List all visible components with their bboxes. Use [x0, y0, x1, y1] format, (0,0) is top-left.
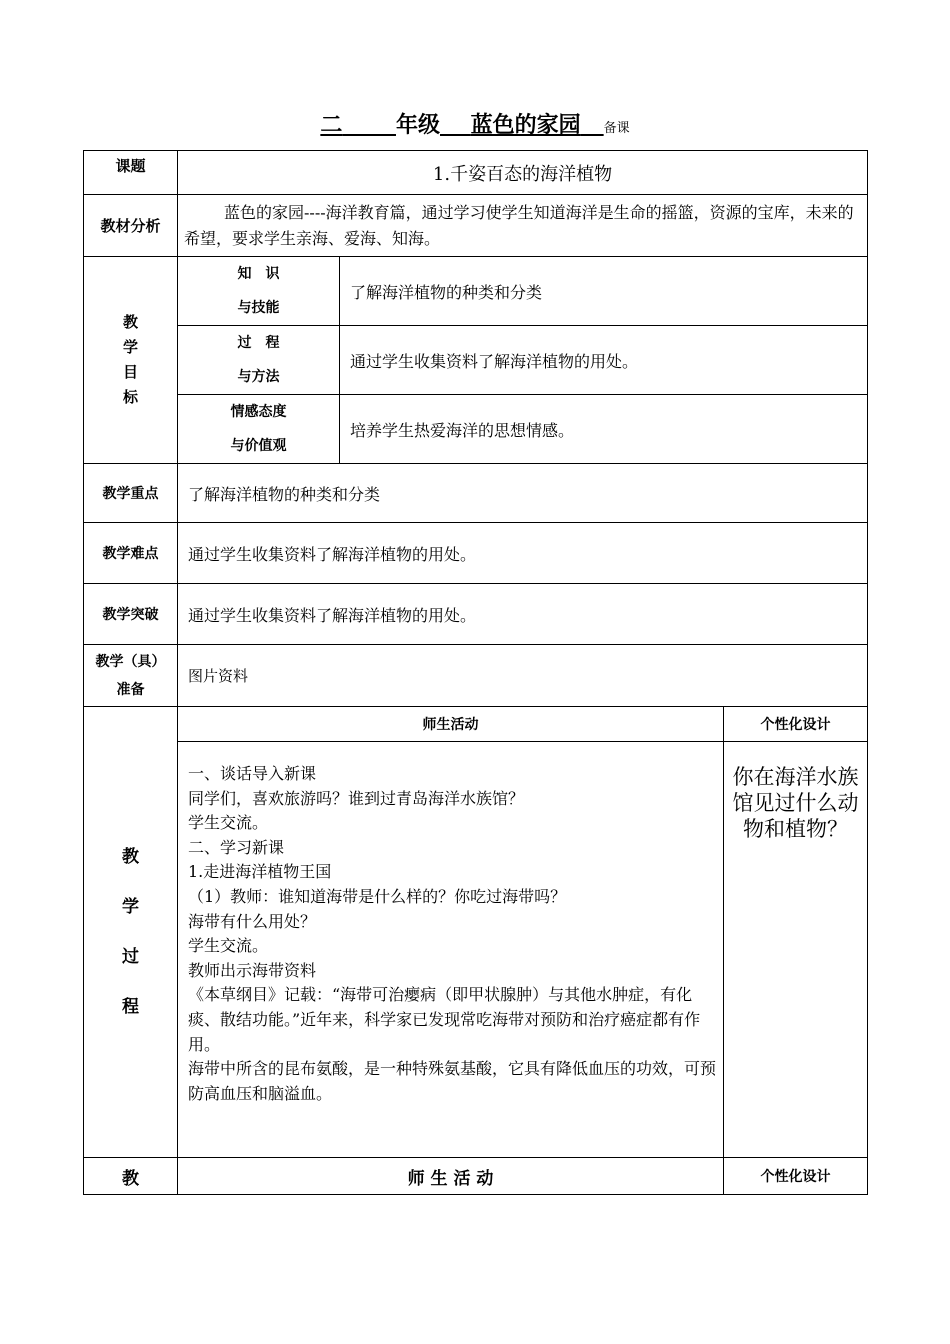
key-point-row — [84, 464, 868, 523]
activity-column-header: 师生活动 — [178, 707, 724, 742]
goal-label-top: 知 识 — [237, 266, 280, 282]
process-label-char: 过 — [122, 947, 139, 967]
unit-name: 蓝色的家园 — [470, 113, 581, 138]
analysis-row — [84, 195, 868, 257]
activity-line: 教师出示海带资料 — [188, 960, 317, 980]
goal-value-emotion: 培养学生热爱海洋的思想情感。 — [340, 395, 868, 464]
activity-line: 学生交流。 — [188, 813, 269, 833]
process-label-char: 教 — [122, 847, 139, 867]
process-header-row — [84, 707, 868, 742]
difficulty-label: 教学难点 — [84, 523, 178, 584]
key-point-value: 了解海洋植物的种类和分类 — [178, 464, 868, 523]
activity-line: 1.走进海洋植物王国 — [188, 862, 332, 882]
footer-label: 教 — [84, 1158, 178, 1195]
goal-row-process — [84, 326, 868, 395]
goals-label-char: 标 — [122, 388, 138, 406]
activity-line: 海带有什么用处？ — [188, 911, 317, 931]
activity-line: 学生交流。 — [188, 936, 269, 956]
grade: 二 — [320, 113, 343, 138]
goals-label-char: 学 — [122, 338, 138, 356]
footer-design-header: 个性化设计 — [724, 1158, 868, 1195]
goal-label-knowledge — [178, 257, 340, 326]
prep-label-bottom: 准备 — [116, 681, 145, 698]
unit-blank-right — [581, 113, 604, 138]
footer-row — [84, 1158, 868, 1195]
lesson-plan-table — [83, 150, 868, 1195]
goal-label-emotion — [178, 395, 340, 464]
prep-label-top: 教学（具） — [95, 653, 166, 670]
activity-line: （1）教师：谁知道海带是什么样的？你吃过海带吗？ — [188, 886, 567, 906]
activity-line: 一、谈话导入新课 — [188, 764, 317, 783]
analysis-label: 教材分析 — [84, 195, 178, 257]
suffix: 备课 — [603, 121, 630, 136]
grade-blank — [342, 113, 396, 138]
grade-label: 年级 — [395, 113, 440, 138]
design-column-header: 个性化设计 — [724, 707, 868, 742]
process-body-row — [84, 742, 868, 1158]
topic-value: 1.千姿百态的海洋植物 — [178, 151, 868, 195]
design-note: 你在海洋水族馆见过什么动物和植物？ — [724, 742, 868, 1158]
key-point-label: 教学重点 — [84, 464, 178, 523]
page-title — [0, 108, 950, 139]
prep-value: 图片资料 — [178, 645, 868, 707]
prep-row — [84, 645, 868, 707]
goal-label-top: 过 程 — [237, 335, 280, 351]
prep-label — [84, 645, 178, 707]
topic-label: 课题 — [84, 151, 178, 195]
breakthrough-value: 通过学生收集资料了解海洋植物的用处。 — [178, 584, 868, 645]
activity-line: 《本草纲目》记载：“海带可治瘿病（即甲状腺肿）与其他水肿症，有化痰、散结功能。”近年来，科学家已发现常吃海带对预防和治疗癌症都有作用。 — [188, 985, 701, 1054]
breakthrough-row — [84, 584, 868, 645]
topic-row — [84, 151, 868, 195]
goal-label-bottom: 与方法 — [237, 369, 280, 385]
goal-row-emotion — [84, 395, 868, 464]
process-label-char: 学 — [122, 897, 139, 917]
goal-label-bottom: 与价值观 — [230, 438, 287, 454]
goal-label-bottom: 与技能 — [237, 300, 280, 316]
goals-label-char: 目 — [122, 363, 138, 381]
footer-activity-header: 师 生 活 动 — [178, 1158, 724, 1195]
activity-line: 海带中所含的昆布氨酸，是一种特殊氨基酸，它具有降低血压的功效，可预防高血压和脑溢血。 — [188, 1059, 717, 1103]
activity-line: 同学们，喜欢旅游吗？谁到过青岛海洋水族馆？ — [188, 788, 525, 808]
goal-value-process: 通过学生收集资料了解海洋植物的用处。 — [340, 326, 868, 395]
activity-content — [178, 742, 724, 1158]
activity-line: 二、学习新课 — [188, 837, 285, 857]
difficulty-row — [84, 523, 868, 584]
difficulty-value: 通过学生收集资料了解海洋植物的用处。 — [178, 523, 868, 584]
analysis-value: 蓝色的家园----海洋教育篇，通过学习使学生知道海洋是生命的摇篮，资源的宝库，未来的希望，要求学生亲海、爱海、知海。 — [178, 195, 868, 257]
goal-label-top: 情感态度 — [230, 404, 287, 420]
goals-label — [84, 257, 178, 464]
process-label — [84, 707, 178, 1158]
process-label-char: 程 — [122, 997, 139, 1017]
breakthrough-label: 教学突破 — [84, 584, 178, 645]
goal-value-knowledge: 了解海洋植物的种类和分类 — [340, 257, 868, 326]
goal-row-knowledge — [84, 257, 868, 326]
unit-blank-left — [440, 113, 471, 138]
goal-label-process — [178, 326, 340, 395]
goals-label-char: 教 — [122, 313, 138, 331]
